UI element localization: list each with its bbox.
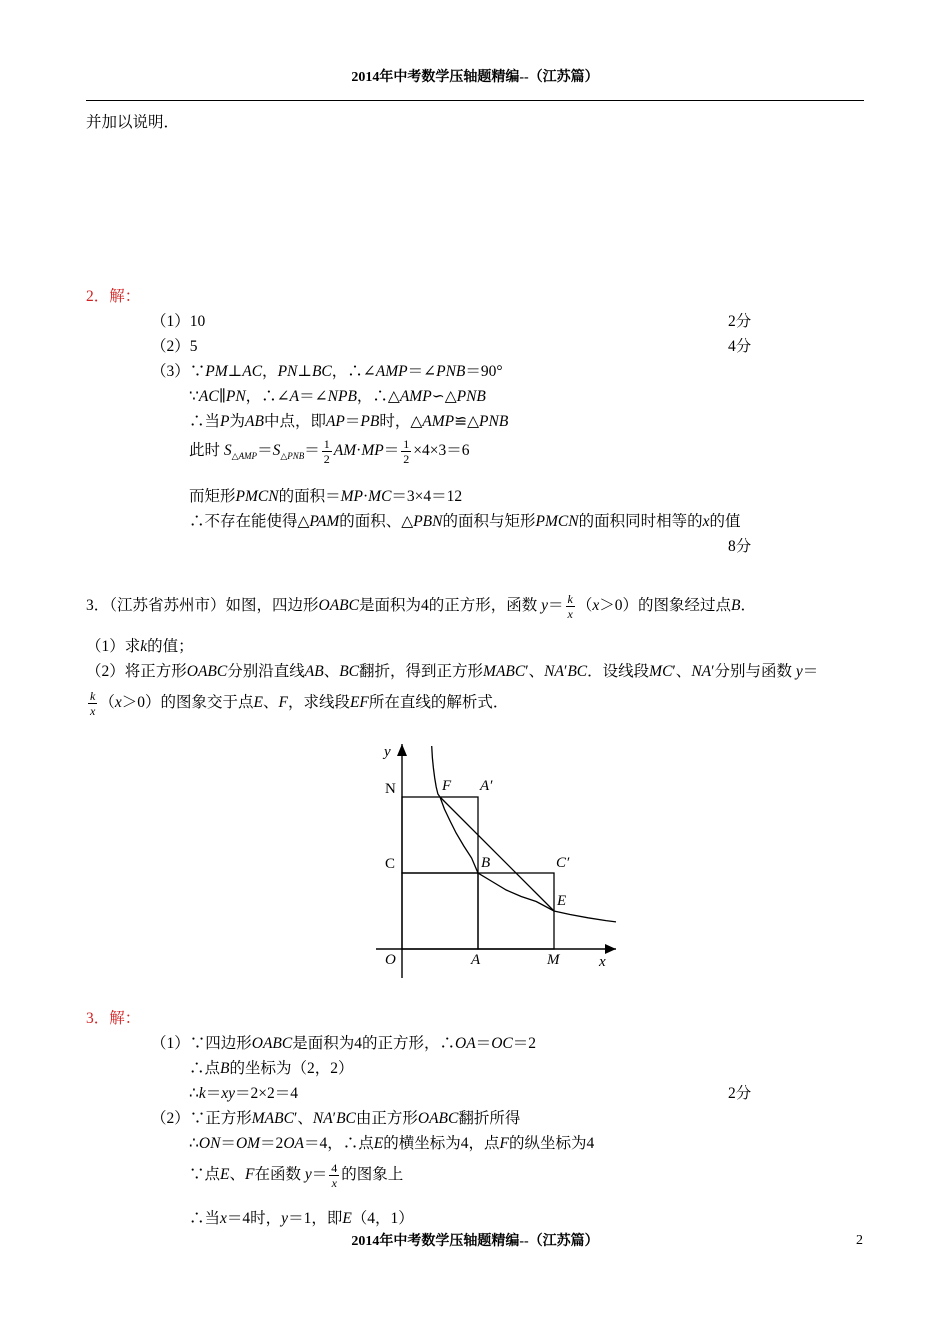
q3-sol-line3: ∴k＝xy＝2×2＝4 <box>189 1085 299 1102</box>
label-A-prime: A′ <box>480 778 493 794</box>
q2-part3-score: 8分 <box>728 538 752 555</box>
header-rule <box>86 100 864 101</box>
q2-part1: （1）10 <box>151 313 206 330</box>
q3-part2-line2: $\frac{k}{x}$ （x＞0）的图象交于点E、F，求线段EF所在直线的解析式． <box>90 689 509 718</box>
q3-sol-line3-score: 2分 <box>728 1085 752 1102</box>
x-axis-arrow <box>605 944 616 954</box>
q3-solution-label: 3．解： <box>86 1010 141 1027</box>
q3-sol-line7: ∴当x＝4时，y＝1，即E（4，1） <box>189 1210 414 1227</box>
label-E: E <box>557 893 567 909</box>
page-number: 2 <box>856 1233 863 1248</box>
label-x: x <box>599 954 606 970</box>
q2-part3-line6: ∴不存在能使得△PAM的面积、△PBN的面积与矩形PMCN的面积同时相等的x的值 <box>189 513 741 530</box>
label-N: N <box>385 781 396 797</box>
label-A: A <box>471 952 481 968</box>
label-C-prime: C′ <box>556 855 570 871</box>
q2-part3-line5: 而矩形PMCN的面积＝MP·MC＝3×4＝12 <box>189 488 463 505</box>
page-header: 2014年中考数学压轴题精编--（江苏篇） <box>351 70 599 85</box>
q3-sol-line6: ∵点E、F在函数 y＝ $\frac{4}{x}$ 的图象上 <box>189 1161 404 1190</box>
q3-sol-line2: ∴点B的坐标为（2，2） <box>189 1060 354 1077</box>
label-B: B <box>481 855 491 871</box>
q2-part3-line2: ∵AC∥PN，∴∠A＝∠NPB，∴△AMP∽△PNB <box>189 388 486 405</box>
q2-part1-score: 2分 <box>728 313 752 330</box>
q3-sol-line4: （2）∵正方形MABC′、NA′BC由正方形OABC翻折所得 <box>151 1110 521 1127</box>
label-y: y <box>384 744 391 760</box>
continued-text: 并加以说明． <box>86 114 180 131</box>
q3-stem: 3．（江苏省苏州市）如图，四边形OABC是面积为4的正方形，函数 y＝ $\frac{k}{x}$ （x＞0）的图象经过点B． <box>86 592 757 621</box>
q2-part3-line3: ∴当P为AB中点，即AP＝PB时，△AMP≌△PNB <box>189 413 509 430</box>
q2-solution-label: 2．解： <box>86 288 141 305</box>
q2-part3-line4: 此时 $S_{\triangle AMP}=S_{\triangle PNB}=$ $\frac{1}{2}$ AM·MP＝ $\frac{1}{2}$ ×4×3＝6 <box>189 437 470 466</box>
hyperbola-curve <box>432 746 616 922</box>
q3-sol-line5: ∴ON＝OM＝2OA＝4，∴点E的横坐标为4，点F的纵坐标为4 <box>189 1135 595 1152</box>
q3-figure <box>370 738 630 978</box>
label-M: M <box>547 952 560 968</box>
square-NA-primeBC <box>402 797 478 873</box>
q2-part3-line1: （3）∵PM⊥AC，PN⊥BC，∴∠AMP＝∠PNB＝90° <box>151 363 503 380</box>
q3-sol-line1: （1）∵四边形OABC是面积为4的正方形，∴OA＝OC＝2 <box>151 1035 536 1052</box>
label-O: O <box>385 952 396 968</box>
square-OABC <box>402 873 478 949</box>
label-F: F <box>442 778 452 794</box>
q2-part2: （2）5 <box>151 338 198 355</box>
label-C: C <box>385 856 396 872</box>
q3-part1: （1）求k的值； <box>86 638 194 655</box>
page-footer: 2014年中考数学压轴题精编--（江苏篇） <box>351 1234 599 1249</box>
q3-part2-line1: （2）将正方形OABC分别沿直线AB、BC翻折，得到正方形MABC′、NA′BC．设线段MC′、NA′分别与函数 y＝ <box>86 663 819 680</box>
y-axis-arrow <box>397 744 407 756</box>
square-MABC-prime <box>478 873 554 949</box>
q2-part2-score: 4分 <box>728 338 752 355</box>
line-EF <box>440 797 554 911</box>
